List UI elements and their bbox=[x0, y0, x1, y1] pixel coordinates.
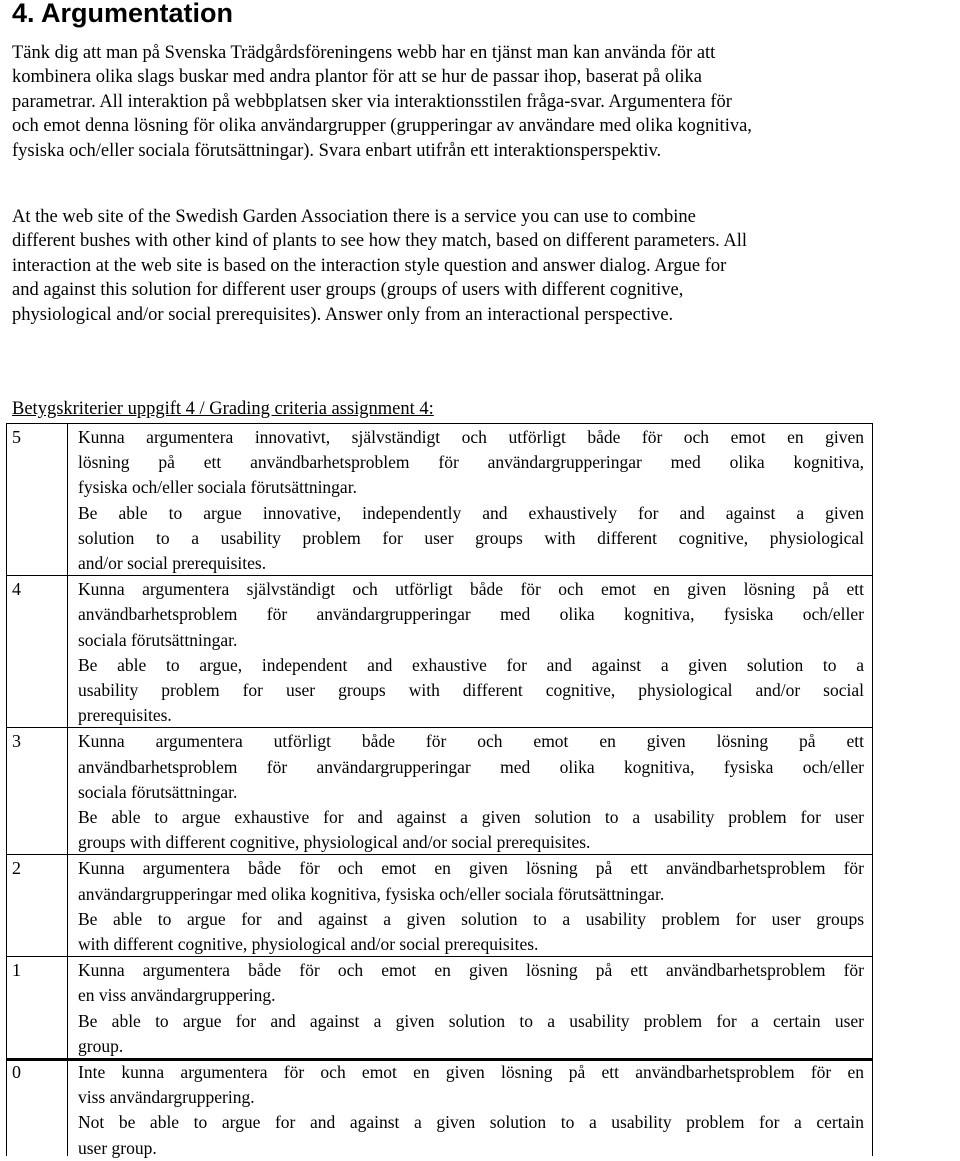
grade-value: 4 bbox=[12, 579, 21, 600]
criteria-text-line: sociala förutsättningar. bbox=[78, 629, 238, 650]
text-line: fysiska och/eller sociala förutsättningar). Svara enbart utifrån ett interaktionsperspektiv. bbox=[12, 140, 662, 161]
text-line: interaction at the web site is based on the interaction style question and answer dialog. Argue for bbox=[12, 255, 727, 276]
criteria-text-line: Inte kunna argumentera för och emot en given lösning på ett användbarhetsproblem för en bbox=[78, 1062, 864, 1082]
table-row-divider bbox=[6, 423, 873, 424]
text-line: parametrar. All interaktion på webbplatsen sker via interaktionsstilen fråga-svar. Argumentera för bbox=[12, 91, 732, 112]
criteria-description bbox=[78, 958, 864, 1059]
grade-value: 5 bbox=[12, 427, 21, 447]
criteria-description bbox=[78, 856, 864, 957]
table-border-right bbox=[872, 423, 873, 1156]
table-row-divider bbox=[6, 575, 873, 576]
criteria-text-line: Kunna argumentera både för och emot en given lösning på ett användbarhetsproblem för bbox=[78, 960, 864, 981]
criteria-text-line: group. bbox=[78, 1035, 124, 1056]
grade-value: 2 bbox=[12, 858, 21, 879]
text-line: Tänk dig att man på Svenska Trädgårdsföreningens webb har en tjänst man kan använda för att bbox=[12, 43, 716, 63]
criteria-description bbox=[78, 729, 864, 855]
text-line: At the web site of the Swedish Garden Association there is a service you can use to combine bbox=[12, 207, 696, 227]
criteria-text-line: Kunna argumentera utförligt både för och emot en given lösning på ett bbox=[78, 731, 864, 752]
grade-value: 1 bbox=[12, 960, 21, 981]
criteria-text-line: Not be able to argue for and against a given solution to a usability problem for a certain bbox=[78, 1112, 864, 1133]
intro-paragraph-swedish bbox=[12, 41, 960, 163]
table-row-divider bbox=[6, 727, 873, 728]
criteria-text-line: användargrupperingar med olika kognitiva, fysiska och/eller sociala förutsättningar. bbox=[78, 883, 665, 904]
criteria-description bbox=[78, 1060, 864, 1161]
criteria-text-line: en viss användargruppering. bbox=[78, 985, 276, 1006]
criteria-text-line: viss användargruppering. bbox=[78, 1087, 255, 1108]
criteria-text-line: Be able to argue, independent and exhaustive for and against a given solution to a bbox=[78, 654, 864, 675]
criteria-text-line: Be able to argue for and against a given solution to a usability problem for user groups bbox=[78, 908, 864, 929]
criteria-text-line: prerequisites. bbox=[78, 705, 172, 726]
criteria-text-line: with different cognitive, physiological and/or social prerequisites. bbox=[78, 933, 539, 954]
criteria-description bbox=[78, 577, 864, 728]
criteria-text-line: and/or social prerequisites. bbox=[78, 552, 267, 573]
table-border-left bbox=[6, 423, 7, 1156]
text-line: and against this solution for different user groups (groups of users with different cognitive, bbox=[12, 280, 684, 301]
criteria-text-line: solution to a usability problem for user groups with different cognitive, physiological bbox=[78, 527, 864, 548]
criteria-text-line: användbarhetsproblem för användargrupperingar med olika kognitiva, fysiska och/eller bbox=[78, 604, 864, 625]
criteria-text-line: fysiska och/eller sociala förutsättningar. bbox=[78, 477, 357, 498]
criteria-text-line: Kunna argumentera både för och emot en given lösning på ett användbarhetsproblem för bbox=[78, 858, 864, 879]
criteria-text-line: lösning på ett användbarhetsproblem för användargrupperingar med olika kognitiva, bbox=[78, 452, 864, 473]
criteria-text-line: usability problem for user groups with different cognitive, physiological and/or social bbox=[78, 679, 864, 700]
text-line: different bushes with other kind of plants to see how they match, based on different parameters. All bbox=[12, 231, 748, 252]
criteria-text-line: Be able to argue for and against a given solution to a usability problem for a certain user bbox=[78, 1010, 864, 1031]
text-line: och emot denna lösning för olika användargrupper (grupperingar av användare med olika kognitiva, bbox=[12, 116, 752, 137]
grade-value: 3 bbox=[12, 731, 21, 752]
table-column-divider bbox=[67, 423, 68, 1156]
section-heading: 4. Argumentation bbox=[12, 0, 234, 28]
criteria-text-line: user group. bbox=[78, 1137, 157, 1158]
criteria-text-line: Kunna argumentera innovativt, självständigt och utförligt både för och emot en given bbox=[78, 427, 864, 447]
criteria-text-line: Kunna argumentera självständigt och utförligt både för och emot en given lösning på ett bbox=[78, 579, 864, 600]
criteria-description bbox=[78, 425, 864, 576]
criteria-text-line: groups with different cognitive, physiological and/or social prerequisites. bbox=[78, 832, 591, 853]
criteria-text-line: sociala förutsättningar. bbox=[78, 781, 238, 802]
text-line: physiological and/or social prerequisites). Answer only from an interactional perspective. bbox=[12, 304, 674, 325]
table-row-divider bbox=[6, 854, 873, 855]
grade-value: 0 bbox=[12, 1062, 21, 1082]
table-row-divider bbox=[6, 956, 873, 957]
intro-paragraph-english bbox=[12, 205, 960, 327]
text-line: kombinera olika slags buskar med andra plantor för att se hur de passar ihop, baserat på olika bbox=[12, 67, 702, 88]
grading-criteria-heading: Betygskriterier uppgift 4 / Grading criteria assignment 4: bbox=[12, 399, 434, 419]
grading-criteria-table bbox=[0, 423, 874, 1157]
criteria-text-line: Be able to argue innovative, independently and exhaustively for and against a given bbox=[78, 502, 864, 523]
criteria-text-line: Be able to argue exhaustive for and against a given solution to a usability problem for user bbox=[78, 806, 864, 827]
criteria-text-line: användbarhetsproblem för användargrupperingar med olika kognitiva, fysiska och/eller bbox=[78, 756, 864, 777]
